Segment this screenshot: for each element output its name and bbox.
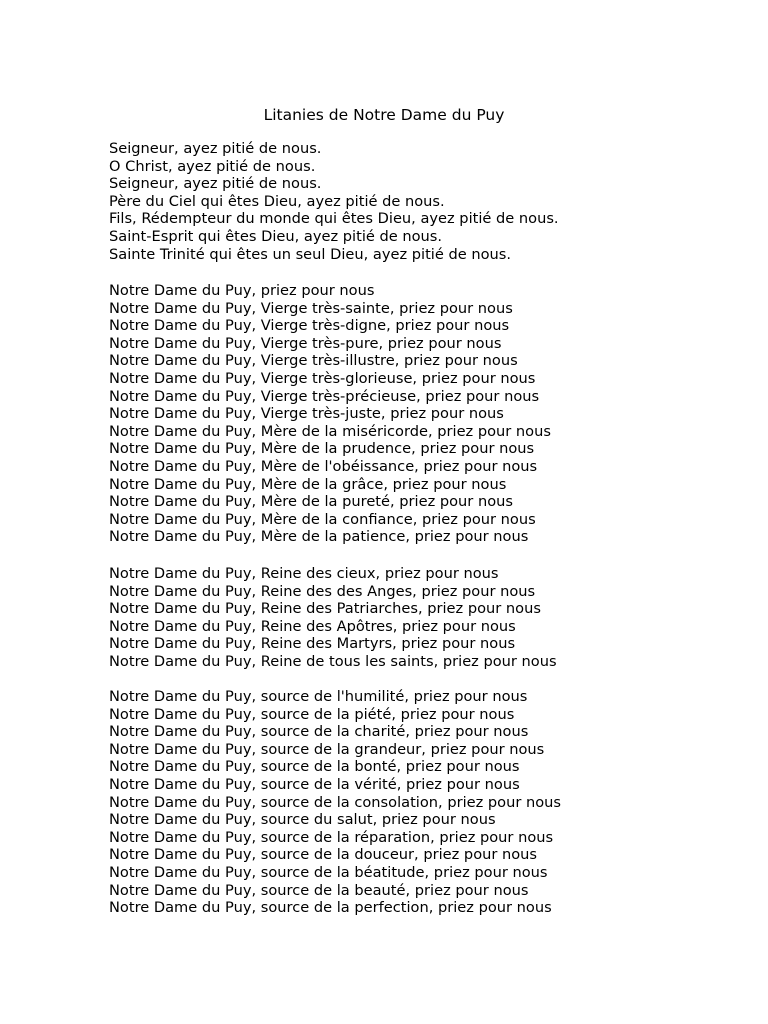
litany-line: Notre Dame du Puy, Mère de la pureté, priez pour nous	[109, 493, 513, 511]
litany-line: Notre Dame du Puy, Reine des cieux, priez pour nous	[109, 565, 499, 582]
litany-line: Notre Dame du Puy, source de la douceur, priez pour nous	[109, 846, 538, 864]
litany-line: Notre Dame du Puy, priez pour nous	[109, 282, 375, 299]
intro-line: Sainte Trinité qui êtes un seul Dieu, ayez pitié de nous.	[109, 245, 512, 263]
litany-line: Notre Dame du Puy, Reine des Martyrs, priez pour nous	[109, 635, 516, 653]
litany-line: Notre Dame du Puy, source de la charité, priez pour nous	[109, 723, 529, 741]
litany-line: Notre Dame du Puy, Vierge très-glorieuse, priez pour nous	[109, 369, 536, 387]
litany-line: Notre Dame du Puy, source de la bonté, priez pour nous	[109, 758, 520, 776]
litany-line: Notre Dame du Puy, Vierge très-précieuse, priez pour nous	[109, 387, 540, 405]
intro-line: Seigneur, ayez pitié de nous.	[109, 140, 322, 157]
litany-line: Notre Dame du Puy, source de la vérité, priez pour nous	[109, 775, 520, 793]
litany-line: Notre Dame du Puy, Vierge très-illustre, priez pour nous	[109, 352, 518, 370]
intro-line: Saint-Esprit qui êtes Dieu, ayez pitié de nous.	[109, 227, 443, 245]
litany-line: Notre Dame du Puy, source de la grandeur, priez pour nous	[109, 740, 545, 758]
intro-line: Seigneur, ayez pitié de nous.	[109, 175, 322, 193]
litany-line: Notre Dame du Puy, source de la béatitude, priez pour nous	[109, 863, 548, 881]
intro-line: Fils, Rédempteur du monde qui êtes Dieu, ayez pitié de nous.	[109, 210, 559, 228]
litany-line: Notre Dame du Puy, source de la réparation, priez pour nous	[109, 828, 554, 846]
intro-line: O Christ, ayez pitié de nous.	[109, 157, 316, 175]
litany-line: Notre Dame du Puy, Vierge très-pure, priez pour nous	[109, 334, 502, 352]
litany-line: Notre Dame du Puy, Reine des Patriarches, priez pour nous	[109, 600, 541, 618]
litany-line: Notre Dame du Puy, Reine de tous les saints, priez pour nous	[109, 652, 557, 670]
litany-line: Notre Dame du Puy, source de la beauté, priez pour nous	[109, 881, 529, 899]
virgin-mother-invocations	[109, 282, 551, 546]
queen-invocations	[109, 565, 557, 671]
litany-line: Notre Dame du Puy, Vierge très-digne, priez pour nous	[109, 317, 510, 335]
litany-line: Notre Dame du Puy, Mère de la grâce, priez pour nous	[109, 475, 507, 493]
litany-line: Notre Dame du Puy, Mère de la prudence, priez pour nous	[109, 440, 535, 458]
page-title: Litanies de Notre Dame du Puy	[263, 106, 505, 124]
intro-line: Père du Ciel qui êtes Dieu, ayez pitié de nous.	[109, 192, 445, 210]
intro-invocations	[109, 140, 559, 263]
litany-line: Notre Dame du Puy, Reine des des Anges, priez pour nous	[109, 582, 536, 600]
litany-line: Notre Dame du Puy, Mère de la patience, priez pour nous	[109, 528, 529, 546]
litany-line: Notre Dame du Puy, Reine des Apôtres, priez pour nous	[109, 617, 516, 635]
litany-line: Notre Dame du Puy, Mère de l'obéissance, priez pour nous	[109, 457, 538, 475]
source-invocations	[109, 688, 561, 917]
litany-line: Notre Dame du Puy, source de l'humilité, priez pour nous	[109, 688, 528, 705]
litany-line: Notre Dame du Puy, Vierge très-juste, priez pour nous	[109, 405, 504, 423]
litany-line: Notre Dame du Puy, Mère de la miséricorde, priez pour nous	[109, 422, 551, 440]
litany-line: Notre Dame du Puy, source du salut, priez pour nous	[109, 811, 496, 829]
litany-line: Notre Dame du Puy, source de la consolation, priez pour nous	[109, 793, 562, 811]
litany-line: Notre Dame du Puy, Mère de la confiance, priez pour nous	[109, 510, 536, 528]
litany-line: Notre Dame du Puy, source de la perfection, priez pour nous	[109, 899, 552, 917]
litany-line: Notre Dame du Puy, source de la piété, priez pour nous	[109, 705, 515, 723]
litany-line: Notre Dame du Puy, Vierge très-sainte, priez pour nous	[109, 299, 513, 317]
